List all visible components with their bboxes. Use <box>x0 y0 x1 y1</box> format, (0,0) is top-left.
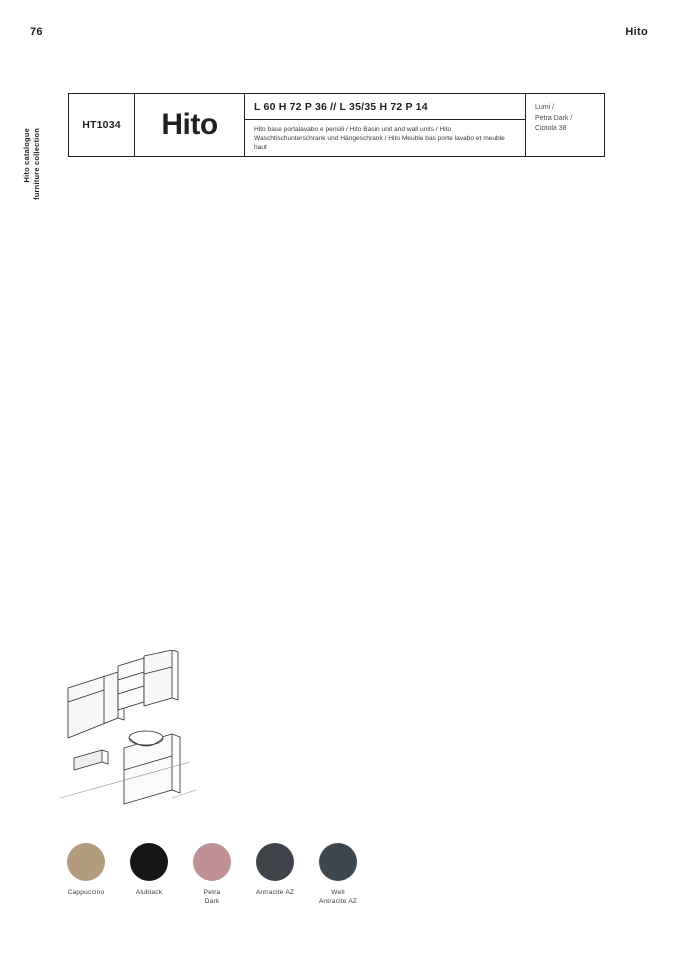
swatch-label: Cappuccino <box>67 889 105 896</box>
product-description: Hito base portalavabo e pensili / Hito Basin unit and wall units / Hito Waschtischunterschrank und Hängeschrank / Hito Meuble bas porte lavabo et meuble haut <box>254 126 505 152</box>
product-name: Hito <box>161 108 218 141</box>
swatch-alublack[interactable] <box>118 843 180 897</box>
color-swatch-row <box>55 843 455 923</box>
product-illustration <box>60 650 240 830</box>
swatch-label-line-2: Antracite AZ <box>318 898 358 905</box>
page-number: 76 <box>30 26 43 38</box>
page-title: Hito <box>625 26 648 38</box>
product-finishes-cell <box>526 94 604 156</box>
product-name-cell <box>135 94 245 156</box>
swatch-label-line-1: Well <box>331 889 345 896</box>
sidebar-vertical-label <box>22 128 42 248</box>
swatch-label: Alublack <box>135 889 163 896</box>
swatch-petra-dark[interactable] <box>181 843 243 906</box>
product-description-cell <box>245 94 526 156</box>
finish-line-2: Petra Dark / <box>535 114 573 122</box>
swatch-antracite-az[interactable] <box>244 843 306 897</box>
side-label-line-1: Hito catalogue <box>22 128 31 183</box>
swatch-label <box>181 888 243 906</box>
swatch-dot <box>67 843 105 881</box>
swatch-cappuccino[interactable] <box>55 843 117 897</box>
swatch-dot <box>256 843 294 881</box>
swatch-dot <box>193 843 231 881</box>
product-spec-table <box>68 93 605 157</box>
swatch-label-line-1: Petra <box>203 889 221 896</box>
swatch-dot <box>130 843 168 881</box>
product-code-cell <box>69 94 135 156</box>
finish-line-1: Lumi / <box>535 104 555 111</box>
swatch-well-antracite-az[interactable] <box>307 843 369 906</box>
swatch-dot <box>319 843 357 881</box>
product-dimensions: L 60 H 72 P 36 // L 35/35 H 72 P 14 <box>245 94 525 120</box>
side-label-line-2: furniture collection <box>32 128 41 200</box>
swatch-label <box>307 888 369 906</box>
finish-line-3: Ciotola 38 <box>535 125 567 132</box>
product-code: HT1034 <box>82 119 121 131</box>
swatch-label-line-2: Dark <box>204 898 220 905</box>
swatch-label: Antracite AZ <box>255 889 295 896</box>
